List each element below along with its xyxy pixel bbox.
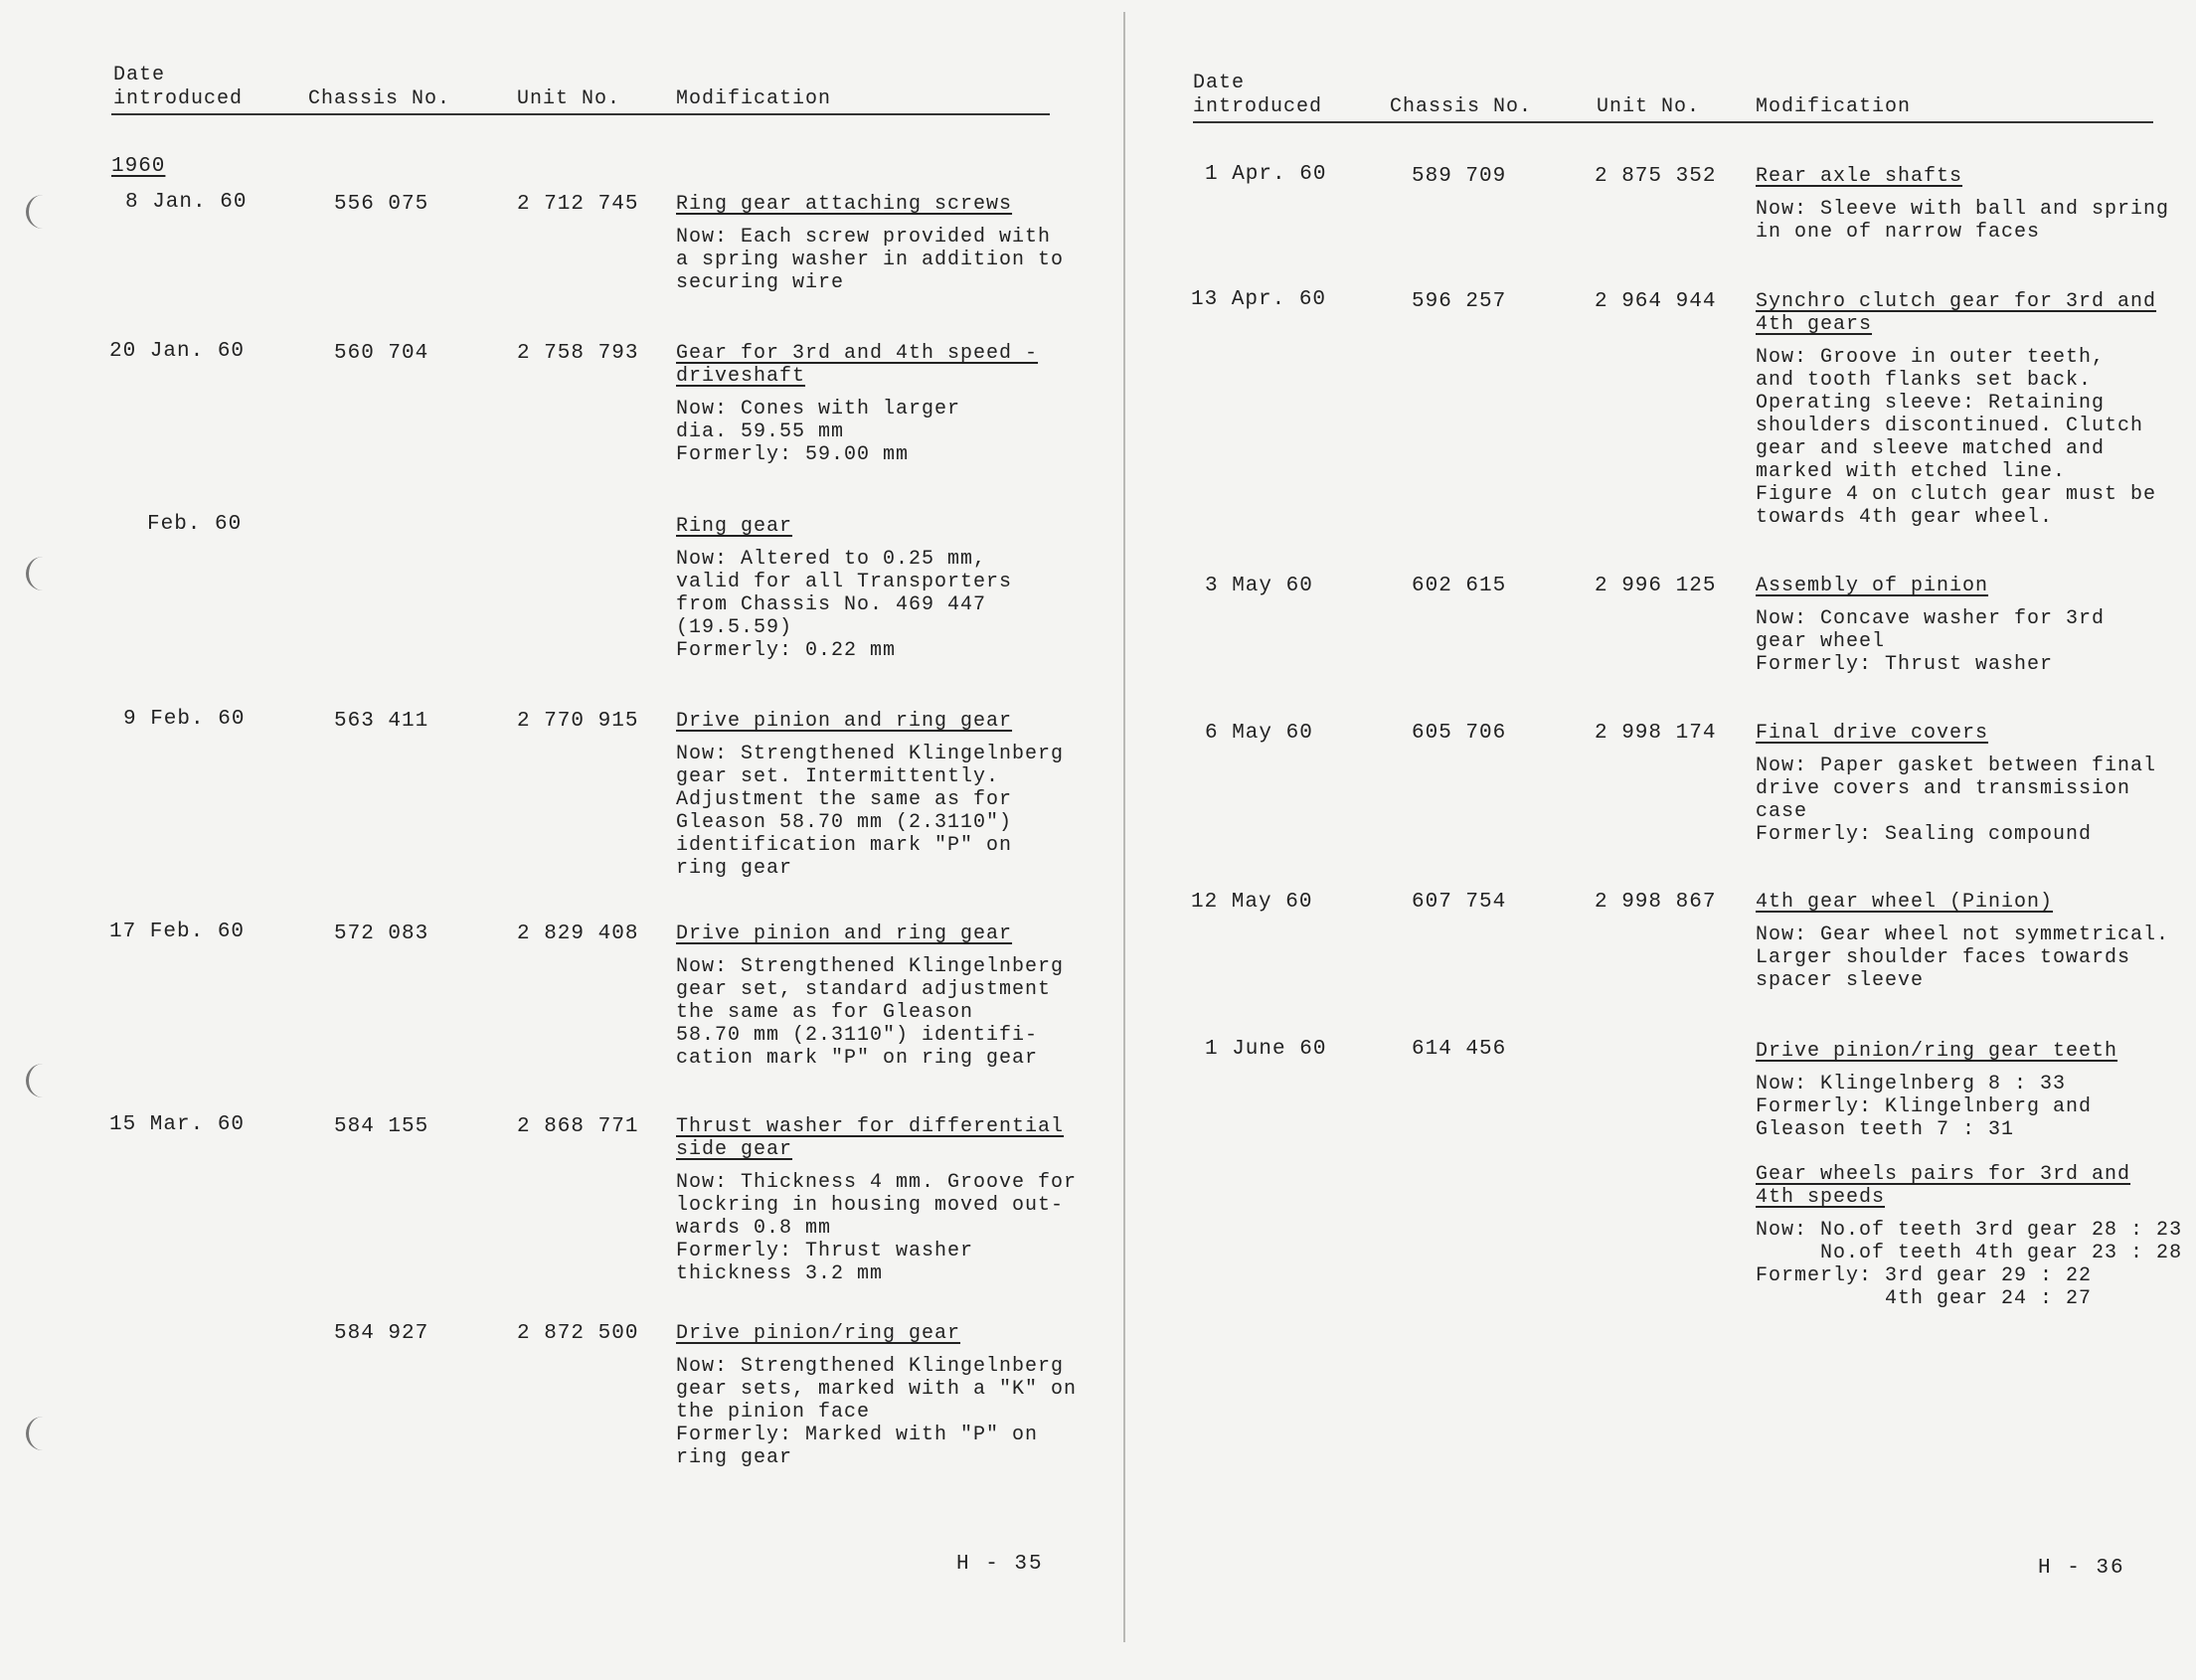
entry-unit: 2 964 944 (1595, 290, 1717, 313)
entry-date: 6 May 60 (1205, 722, 1313, 745)
right-page (1127, 0, 2196, 1680)
year-label: 1960 (111, 155, 166, 178)
entry-chassis: 602 615 (1412, 575, 1507, 597)
entry-chassis: 596 257 (1412, 290, 1507, 313)
entry-unit: 2 996 125 (1595, 575, 1717, 597)
binder-hole (26, 557, 51, 590)
entry-unit: 2 872 500 (517, 1322, 639, 1345)
entry-unit: 2 998 867 (1595, 891, 1717, 914)
entry-date: Feb. 60 (147, 513, 243, 536)
binder-hole (26, 1417, 51, 1450)
modification-sub-body: Now: No.of teeth 3rd gear 28 : 23 No.of teeth 4th gear 23 : 28 Formerly: 3rd gear 29 : 22 4th gear 24 : 27 (1756, 1219, 2183, 1310)
modification-title: Rear axle shafts (1756, 165, 1963, 188)
entry-date: 9 Feb. 60 (123, 708, 246, 731)
modification-body: Now: Cones with larger dia. 59.55 mm Formerly: 59.00 mm (676, 398, 961, 466)
modification-body: Now: Thickness 4 mm. Groove for lockring in housing moved out- wards 0.8 mm Formerly: Thrust washer thickness 3.2 mm (676, 1171, 1078, 1285)
modification-title: Thrust washer for differential side gear (676, 1115, 1065, 1161)
header-modification: Modification (1756, 95, 1912, 118)
binder-hole (26, 195, 51, 229)
page-number: H - 35 (956, 1553, 1044, 1576)
modification-body: Now: Strengthened Klingelnberg gear sets, marked with a "K" on the pinion face Formerly: Marked with "P" on ring gear (676, 1355, 1078, 1469)
modification-body: Now: Altered to 0.25 mm, valid for all Transporters from Chassis No. 469 447 (19.5.59) Formerly: 0.22 mm (676, 548, 1013, 662)
entry-unit: 2 770 915 (517, 710, 639, 733)
modification-title: 4th gear wheel (Pinion) (1756, 891, 2054, 914)
entry-chassis: 584 927 (334, 1322, 429, 1345)
entry-unit: 2 829 408 (517, 923, 639, 945)
page-number: H - 36 (2038, 1557, 2125, 1580)
entry-date: 12 May 60 (1191, 891, 1313, 914)
modification-title: Final drive covers (1756, 722, 1989, 745)
entry-unit: 2 875 352 (1595, 165, 1717, 188)
entry-chassis: 589 709 (1412, 165, 1507, 188)
header-modification: Modification (676, 87, 832, 110)
modification-title: Drive pinion and ring gear (676, 923, 1013, 945)
entry-modification (1756, 165, 2173, 244)
entry-modification (1756, 891, 2173, 992)
entry-modification (1756, 722, 2173, 846)
entry-date: 3 May 60 (1205, 575, 1313, 597)
entry-unit: 2 712 745 (517, 193, 639, 216)
modification-title: Ring gear attaching screws (676, 193, 1013, 216)
entry-modification (676, 193, 1094, 294)
entry-chassis: 556 075 (334, 193, 429, 216)
header-unit: Unit No. (517, 87, 621, 110)
entry-modification (676, 1115, 1094, 1285)
entry-date: 8 Jan. 60 (125, 191, 248, 214)
page-divider (1123, 12, 1125, 1642)
modification-body: Now: Paper gasket between final drive covers and transmission case Formerly: Sealing compound (1756, 755, 2157, 846)
entry-modification (1756, 575, 2173, 676)
modification-title: Drive pinion/ring gear (676, 1322, 961, 1345)
header-date: Date introduced (1193, 72, 1323, 118)
binder-hole (26, 1064, 51, 1097)
entry-chassis: 607 754 (1412, 891, 1507, 914)
header-chassis: Chassis No. (308, 87, 451, 110)
modification-body: Now: Sleeve with ball and spring in one of narrow faces (1756, 198, 2170, 244)
entry-modification (676, 1322, 1094, 1469)
header-rule (111, 113, 1050, 115)
entry-unit: 2 868 771 (517, 1115, 639, 1138)
entry-unit: 2 998 174 (1595, 722, 1717, 745)
entry-chassis: 563 411 (334, 710, 429, 733)
modification-title: Gear for 3rd and 4th speed - driveshaft (676, 342, 1039, 388)
entry-modification (1756, 290, 2173, 529)
entry-date: 17 Feb. 60 (109, 921, 246, 943)
entry-unit: 2 758 793 (517, 342, 639, 365)
header-date: Date introduced (113, 64, 244, 110)
modification-body: Now: Klingelnberg 8 : 33 Formerly: Klingelnberg and Gleason teeth 7 : 31 (1756, 1073, 2093, 1141)
modification-sub-title: Gear wheels pairs for 3rd and 4th speeds (1756, 1163, 2131, 1209)
entry-chassis: 605 706 (1412, 722, 1507, 745)
modification-body: Now: Strengthened Klingelnberg gear set, standard adjustment the same as for Gleason 58.70 mm (2.3110") identifi- cation mark "P" on ring gear (676, 955, 1065, 1070)
modification-title: Ring gear (676, 515, 793, 538)
entry-modification (676, 342, 1094, 466)
entry-date: 13 Apr. 60 (1191, 288, 1327, 311)
modification-title: Drive pinion and ring gear (676, 710, 1013, 733)
entry-chassis: 560 704 (334, 342, 429, 365)
modification-title: Synchro clutch gear for 3rd and 4th gears (1756, 290, 2157, 336)
modification-title: Drive pinion/ring gear teeth (1756, 1040, 2118, 1063)
modification-body: Now: Groove in outer teeth, and tooth flanks set back. Operating sleeve: Retaining shoulders discontinued. Clutch gear and sleeve matched and marked with etched line. Figure 4 on clutch gear must be towards 4th gear wheel. (1756, 346, 2157, 529)
modification-body: Now: Each screw provided with a spring washer in addition to securing wire (676, 226, 1065, 294)
header-chassis: Chassis No. (1390, 95, 1533, 118)
entry-date: 15 Mar. 60 (109, 1113, 246, 1136)
entry-modification (676, 923, 1094, 1070)
entry-modification (676, 515, 1094, 662)
modification-body: Now: Gear wheel not symmetrical. Larger shoulder faces towards spacer sleeve (1756, 924, 2170, 992)
header-rule (1193, 121, 2153, 123)
modification-title: Assembly of pinion (1756, 575, 1989, 597)
entry-chassis: 572 083 (334, 923, 429, 945)
header-unit: Unit No. (1597, 95, 1701, 118)
modification-body: Now: Strengthened Klingelnberg gear set. Intermittently. Adjustment the same as for Gleason 58.70 mm (2.3110") identification mark "P" on ring gear (676, 743, 1065, 880)
entry-modification (1756, 1040, 2183, 1310)
entry-date: 20 Jan. 60 (109, 340, 246, 363)
entry-chassis: 614 456 (1412, 1038, 1507, 1061)
entry-chassis: 584 155 (334, 1115, 429, 1138)
modification-sub-entry (1756, 1163, 2183, 1310)
entry-date: 1 June 60 (1205, 1038, 1327, 1061)
modification-body: Now: Concave washer for 3rd gear wheel Formerly: Thrust washer (1756, 607, 2106, 676)
entry-modification (676, 710, 1094, 880)
entry-date: 1 Apr. 60 (1205, 163, 1327, 186)
